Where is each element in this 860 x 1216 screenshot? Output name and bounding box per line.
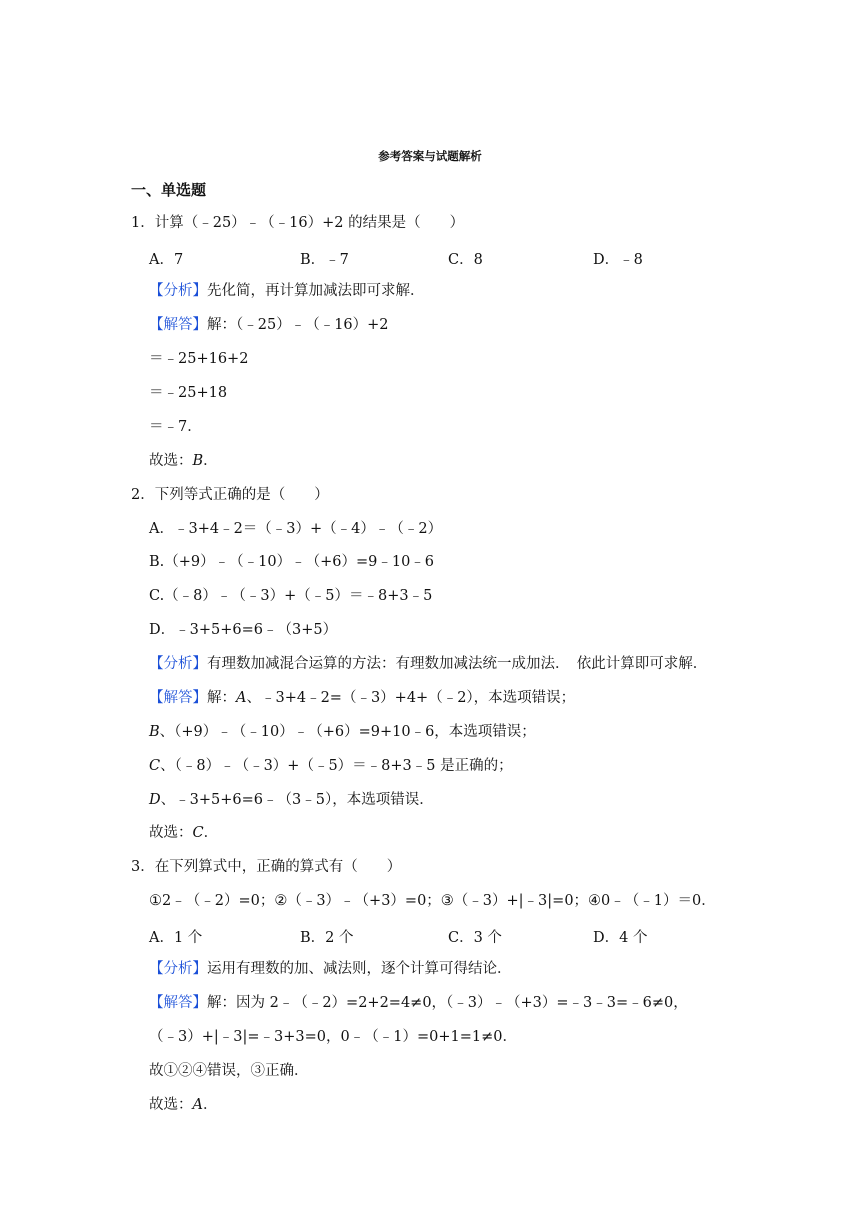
q2-answer-line: C、（﹣8）﹣（﹣3）+（﹣5）＝﹣8+3﹣5 是正确的； bbox=[149, 758, 513, 774]
analysis-tag: 【分析】 bbox=[149, 656, 207, 672]
q1-choice: 故选：B． bbox=[149, 453, 218, 469]
q2-answer-line: B、（+9）﹣（﹣10）﹣（+6）=9+10﹣6，本选项错误； bbox=[149, 724, 536, 740]
q3-option-a: A．1 个 bbox=[149, 930, 203, 946]
q1-stem: 1．计算（﹣25）﹣（﹣16）+2 的结果是（ ） bbox=[131, 215, 465, 231]
q3-choice: 故选：A． bbox=[149, 1097, 218, 1113]
q3-option-c: C．3 个 bbox=[448, 930, 502, 946]
q2-choice: 故选：C． bbox=[149, 825, 219, 841]
q1-answer-line: ＝﹣25+18 bbox=[149, 385, 228, 401]
q1-option-c: C．8 bbox=[448, 252, 483, 268]
q1-option-a: A．7 bbox=[149, 252, 184, 268]
q2-answer-line: D、﹣3+5+6=6﹣（3﹣5），本选项错误． bbox=[149, 792, 434, 808]
q2-stem: 2．下列等式正确的是（ ） bbox=[131, 487, 329, 503]
q3-stem: 3．在下列算式中，正确的算式有（ ） bbox=[131, 859, 402, 875]
document-title: 参考答案与试题解析 bbox=[378, 149, 482, 163]
answer-tag: 【解答】 bbox=[149, 995, 207, 1011]
q3-option-d: D．4 个 bbox=[593, 930, 648, 946]
q2-option-a: A．﹣3+4﹣2＝（﹣3）+（﹣4）﹣（﹣2） bbox=[149, 521, 443, 537]
q2-analysis: 【分析】有理数加减混合运算的方法：有理数加减法统一成加法． 依此计算即可求解． bbox=[149, 656, 708, 672]
q1-answer-line: ＝﹣25+16+2 bbox=[149, 351, 249, 367]
q2-option-c: C.（﹣8）﹣（﹣3）+（﹣5）＝﹣8+3﹣5 bbox=[149, 588, 433, 604]
q1-option-b: B．﹣7 bbox=[300, 252, 349, 268]
q2-answer: 【解答】解：A、﹣3+4﹣2=（﹣3）+4+（﹣2），本选项错误； bbox=[149, 690, 576, 706]
section-heading: 一、单选题 bbox=[131, 181, 207, 199]
q3-analysis: 【分析】运用有理数的加、减法则，逐个计算可得结论． bbox=[149, 961, 512, 977]
q3-answer: 【解答】解：因为 2﹣（﹣2）=2+2=4≠0，（﹣3）﹣（+3）=﹣3﹣3=﹣6≠0， bbox=[149, 995, 688, 1011]
q1-analysis: 【分析】先化简，再计算加减法即可求解． bbox=[149, 283, 425, 299]
q3-answer-line: 故①②④错误，③正确． bbox=[149, 1063, 309, 1079]
q2-option-b: B.（+9）﹣（﹣10）﹣（+6）=9﹣10﹣6 bbox=[149, 554, 435, 570]
answer-tag: 【解答】 bbox=[149, 690, 207, 706]
q1-option-d: D．﹣8 bbox=[593, 252, 643, 268]
answer-tag: 【解答】 bbox=[149, 317, 207, 333]
q3-answer-line: （﹣3）+|﹣3|=﹣3+3=0，0﹣（﹣1）=0+1=1≠0． bbox=[149, 1029, 517, 1045]
q1-answer-line: ＝﹣7． bbox=[149, 419, 202, 435]
analysis-tag: 【分析】 bbox=[149, 283, 207, 299]
q1-answer: 【解答】解：（﹣25）﹣（﹣16）+2 bbox=[149, 317, 389, 333]
q2-option-d: D．﹣3+5+6=6﹣（3+5） bbox=[149, 622, 338, 638]
q3-items: ①2﹣（﹣2）=0；②（﹣3）﹣（+3）=0；③（﹣3）+|﹣3|=0；④0﹣（﹣1）＝0． bbox=[149, 893, 716, 909]
analysis-tag: 【分析】 bbox=[149, 961, 207, 977]
q3-option-b: B．2 个 bbox=[300, 930, 354, 946]
